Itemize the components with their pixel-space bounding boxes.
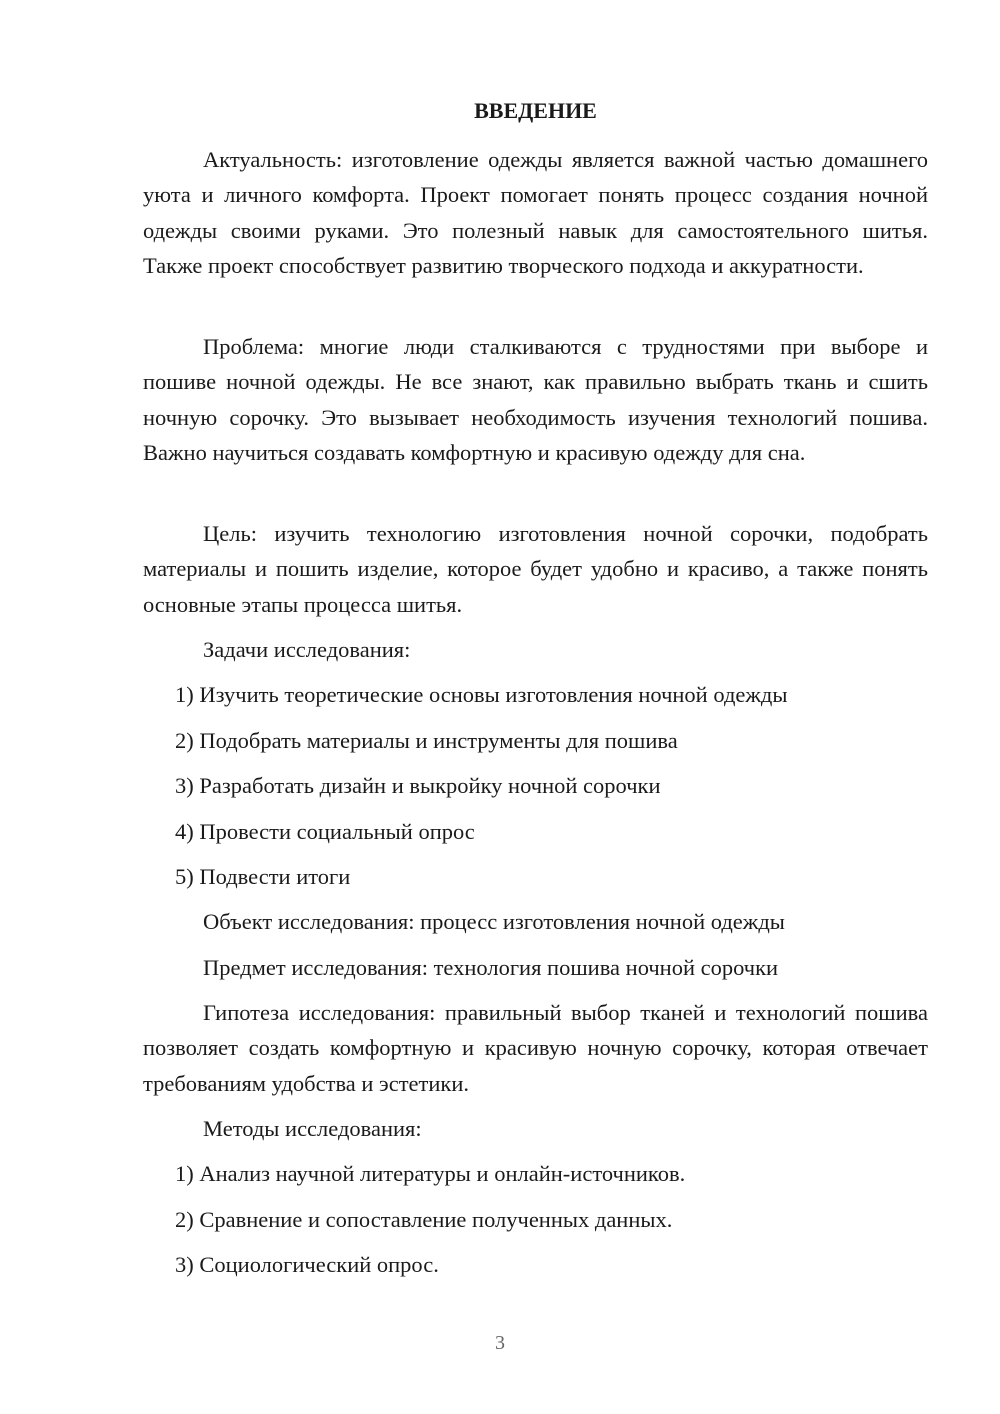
- list-item: 2) Сравнение и сопоставление полученных данных.: [175, 1207, 673, 1232]
- page-title: ВВЕДЕНИЕ: [474, 98, 597, 123]
- list-item: 5) Подвести итоги: [175, 864, 351, 889]
- list-item: 4) Провести социальный опрос: [175, 819, 475, 844]
- subject-line: Предмет исследования: технология пошива ночной сорочки: [203, 955, 779, 980]
- list-item: 1) Анализ научной литературы и онлайн-источников.: [175, 1161, 686, 1186]
- methods-title: Методы исследования:: [203, 1116, 422, 1141]
- list-item: 3) Разработать дизайн и выкройку ночной сорочки: [175, 773, 661, 798]
- list-item: 3) Социологический опрос.: [175, 1252, 439, 1277]
- object-line: Объект исследования: процесс изготовления ночной одежды: [203, 909, 785, 934]
- list-item: 1) Изучить теоретические основы изготовления ночной одежды: [175, 682, 788, 707]
- relevance-paragraph: Актуальность: изготовление одежды является важной частью домашнего уюта и личного комфорта. Проект помогает понять процесс создания ночной одежды своими руками. Это полезный навык для самостоятельного шитья. Также проект способствует развитию творческого подхода и аккуратности.: [143, 147, 928, 278]
- tasks-title: Задачи исследования:: [203, 637, 411, 662]
- list-item: 2) Подобрать материалы и инструменты для пошива: [175, 728, 678, 753]
- hypothesis-paragraph: Гипотеза исследования: правильный выбор тканей и технологий пошива позволяет создать комфортную и красивую ночную сорочку, которая отвечает требованиям удобства и эстетики.: [143, 1000, 928, 1096]
- goal-paragraph: Цель: изучить технологию изготовления ночной сорочки, подобрать материалы и пошить изделие, которое будет удобно и красиво, а также понять основные этапы процесса шитья.: [143, 521, 928, 617]
- problem-paragraph: Проблема: многие люди сталкиваются с трудностями при выборе и пошиве ночной одежды. Не все знают, как правильно выбрать ткань и сшить ночную сорочку. Это вызывает необходимость изучения технологий пошива. Важно научиться создавать комфортную и красивую одежду для сна.: [143, 334, 928, 465]
- page-number: 3: [495, 1332, 505, 1354]
